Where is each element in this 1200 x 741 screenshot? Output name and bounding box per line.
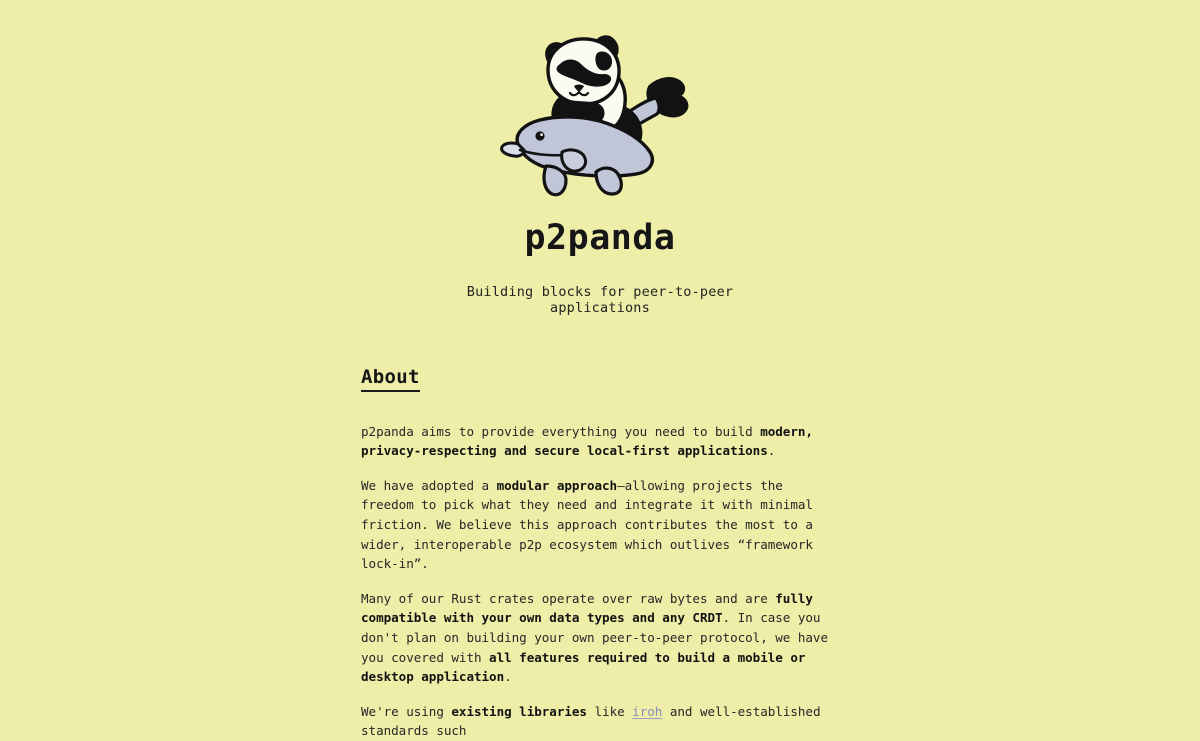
about-paragraph [361,589,841,687]
emphasis-text: fully compatible with your own data types and any CRDT [361,590,813,626]
paragraph-text: p2panda aims to provide everything you need to build [361,423,761,439]
emphasis-text: all features required to build a mobile or desktop application [361,649,806,685]
paragraph-text: Many of our Rust crates operate over raw bytes and are [361,590,776,606]
site-title [524,220,675,268]
panda-dolphin-logo-icon [500,26,700,206]
hero-section [0,0,1200,317]
paragraph-text: . [767,443,776,459]
emphasis-text: existing libraries [451,703,587,719]
about-heading [361,366,420,392]
paragraph-text: like [586,703,633,719]
site-title-text: p2panda [524,218,676,258]
paragraph-text: —allowing projects the freedom to pick what they need and integrate it with minimal friction. We believe this approach contributes the most to a wider, interoperable p2p ecosystem which outlives “framework lock-in”. [361,477,813,572]
paragraph-text: We're using [361,703,452,719]
tagline: Building blocks for peer-to-peer applications [466,283,734,317]
about-paragraph [361,702,841,741]
title-wavy-underline [530,259,675,268]
about-paragraph [361,422,841,461]
paragraph-text: and well-established standards such [361,703,821,739]
about-wavy-underline [361,390,420,398]
iroh-link[interactable]: iroh [632,703,663,719]
about-heading-text: About [361,365,420,388]
emphasis-text: modern, privacy-respecting and secure local-first applications [361,423,813,459]
emphasis-text: modular approach [496,477,618,493]
paragraph-text: We have adopted a [361,477,497,493]
about-section [359,317,841,741]
paragraph-text: . [504,669,512,685]
paragraph-text: . In case you don't plan on building your own peer-to-peer protocol, we have you covered with [361,610,828,665]
about-paragraph [361,476,841,574]
about-paragraphs [361,422,841,741]
